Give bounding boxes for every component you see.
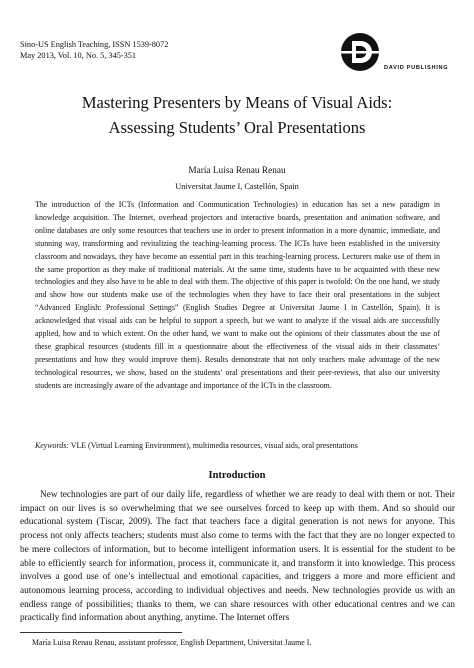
footnote-divider (20, 632, 182, 633)
author-affiliation: Universitat Jaume I, Castellón, Spain (175, 182, 299, 191)
logo-text: DAVID PUBLISHING (384, 65, 449, 71)
david-publishing-logo-icon (340, 32, 380, 72)
paper-title-line-1: Mastering Presenters by Means of Visual Aids: (81, 93, 393, 112)
journal-info (20, 40, 168, 61)
keywords (35, 440, 440, 452)
intro-paragraph: New technologies are part of our daily life, regardless of whether we are ready to deal with them or not. Their impact on our lives is so overwhelming that we see ourselves forced to keep up with them. And so should our educational system (Tíscar, 2009). The fact that teachers face a digital generation is not news for anyone. This process not only affects teachers; students must also come to terms with the fact that they are no longer expected to be mere collectors of information, but to become intelligent information users. It is essential for the student to be able to efficiently search for information, process it, communicate it, and transform it into knowledge. This process involves a good use of one’s intellectual and emotional capacities, and triggers a more and more efficient and autonomous learning process, according to individual objectives and needs. New technologies provide us with an endless range of possibilities; thanks to them, we can share resources with other educational centres and we can practically find information about anything, anytime. The Internet offers (20, 490, 455, 624)
journal-line-1: Sino-US English Teaching, ISSN 1539-8072 (20, 40, 169, 49)
publisher-logo (340, 32, 460, 78)
author-name: María Luisa Renau Renau (188, 166, 286, 176)
keywords-label: Keywords: (35, 441, 69, 450)
journal-line-2: May 2013, Vol. 10, No. 5, 345-351 (20, 50, 137, 60)
abstract: The introduction of the ICTs (Information and Communication Technologies) in education has set a new paradigm in knowledge acquisition. The Internet, overhead projectors and interactive boards, presentation and animation software, and online databases are only some resources that teachers use in order to present information in a more dynamic, immediate, and stunning way, transforming and revitalizing the teaching-learning process. The ICTs have been established in the university classroom and nowadays, they have become an essential part in this teaching-learning process. Lecturers make use of them in the same proportion as they make of traditional materials. At the same time, students have to be acquainted with these new technologies and they also have to be able to deal with them. The objective of this paper is twofold: On the one hand, we study and show how our students make use of the technologies when they have to face their oral presentations in the subject “Advanced English: Professional Settings” (English Studies Degree at Universitat Jaume I in Castellón, Spain). It is acknowledged that visual aids can be helpful to support a speech, but we want to analyze if the visual aids are successfully applied, how and to which extent. On the other hand, we want to make out the opinions of their classmates about the use of these graphical resources (students fill in a questionnaire about the effectiveness of the visual aids in their classmates’ presentations and how they would improve them). Results demonstrate that not only teachers make advantage of the new technological resources, we show, based on the students’ oral presentations and their peer-reviews, that also our university students are increasingly aware of the advantage and importance of the ICTs in the classroom. (35, 200, 440, 390)
footnote: María Luisa Renau Renau, assistant professor, English Department, Universitat Jaume I. (32, 638, 312, 647)
section-heading-introduction: Introduction (208, 470, 266, 481)
keywords-list: VLE (Virtual Learning Environment), multimedia resources, visual aids, oral presentations (70, 441, 358, 450)
paper-title-line-2: Assessing Students’ Oral Presentations (108, 118, 366, 137)
